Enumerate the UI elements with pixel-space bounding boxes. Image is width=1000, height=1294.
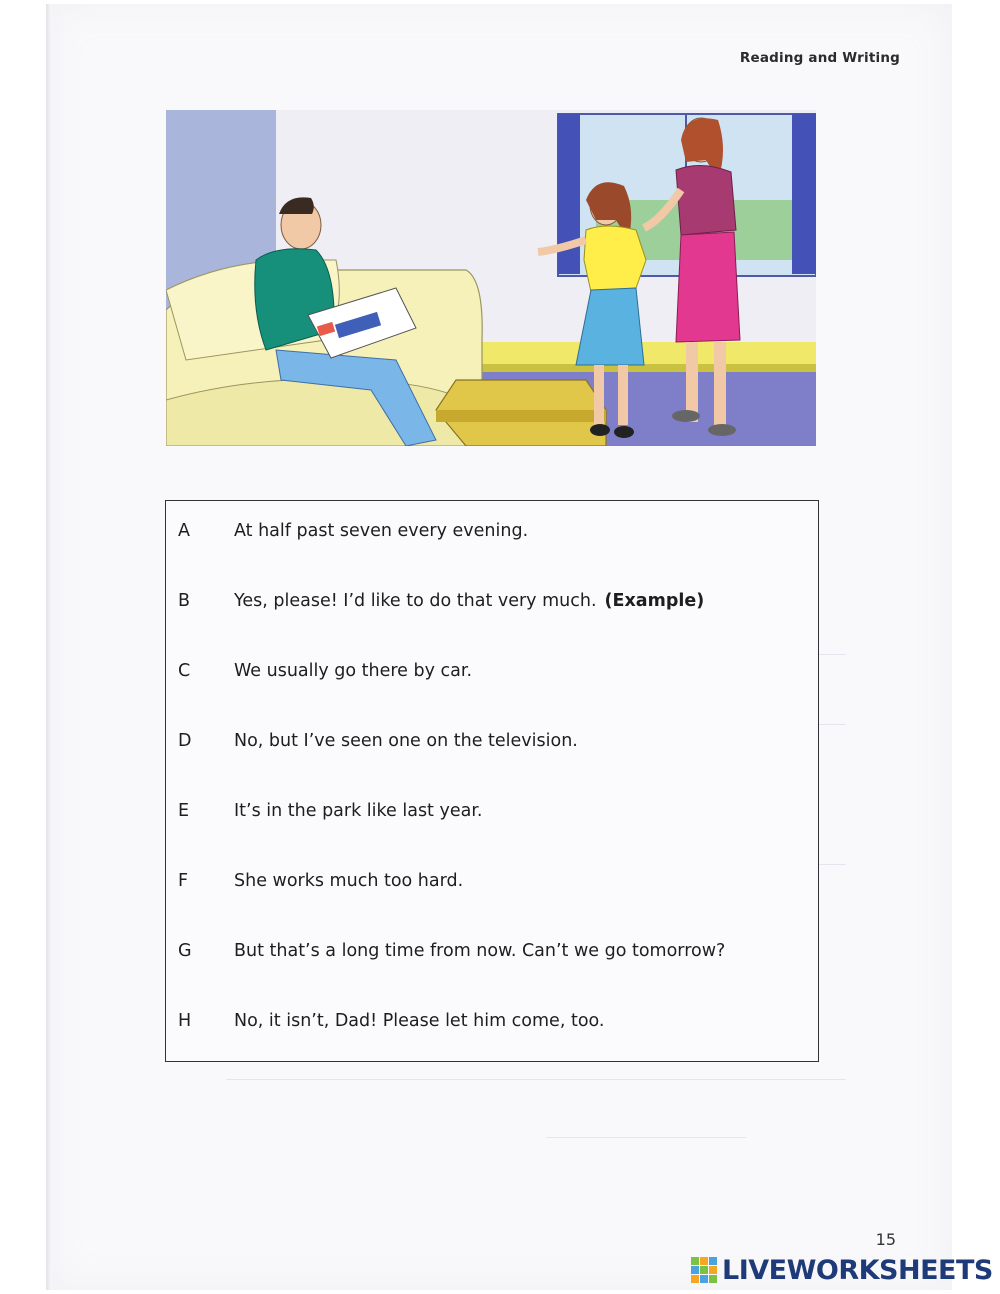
option-text: We usually go there by car.: [234, 661, 473, 681]
brand-name: LIVEWORKSHEETS: [722, 1254, 993, 1286]
option-text: But that’s a long time from now. Can’t we go tomorrow?: [234, 941, 726, 961]
liveworksheets-brand: [690, 1254, 993, 1286]
page-number: 15: [875, 1230, 896, 1249]
option-letter: E: [178, 801, 190, 821]
bleed-line: [546, 1137, 746, 1138]
option-text: No, but I’ve seen one on the television.: [234, 731, 578, 751]
worksheet-page: [46, 4, 952, 1290]
family-living-room-illustration: [166, 110, 816, 446]
option-row-a: [166, 511, 818, 551]
option-row-d: [166, 721, 818, 761]
option-row-h: [166, 1001, 818, 1041]
option-row-b: [166, 581, 818, 621]
option-text: No, it isn’t, Dad! Please let him come, too.: [234, 1011, 605, 1031]
liveworksheets-logo-icon: [690, 1256, 718, 1284]
option-text-wrapper: [234, 591, 704, 611]
answer-options-box: [165, 500, 819, 1062]
option-letter: F: [178, 871, 189, 891]
option-letter: B: [178, 591, 191, 611]
bleed-line: [226, 1079, 846, 1080]
option-letter: D: [178, 731, 192, 751]
section-title: Reading and Writing: [739, 50, 900, 66]
option-row-f: [166, 861, 818, 901]
option-row-g: [166, 931, 818, 971]
option-text: Yes, please! I’d like to do that very much.: [234, 591, 597, 611]
option-text: She works much too hard.: [234, 871, 464, 891]
option-letter: C: [178, 661, 191, 681]
option-text: It’s in the park like last year.: [234, 801, 483, 821]
option-letter: A: [178, 521, 190, 541]
option-letter: G: [178, 941, 192, 961]
example-label: (Example): [604, 591, 705, 611]
option-letter: H: [178, 1011, 192, 1031]
option-row-c: [166, 651, 818, 691]
page-edge: [46, 4, 52, 1290]
option-row-e: [166, 791, 818, 831]
option-text: At half past seven every evening.: [234, 521, 529, 541]
